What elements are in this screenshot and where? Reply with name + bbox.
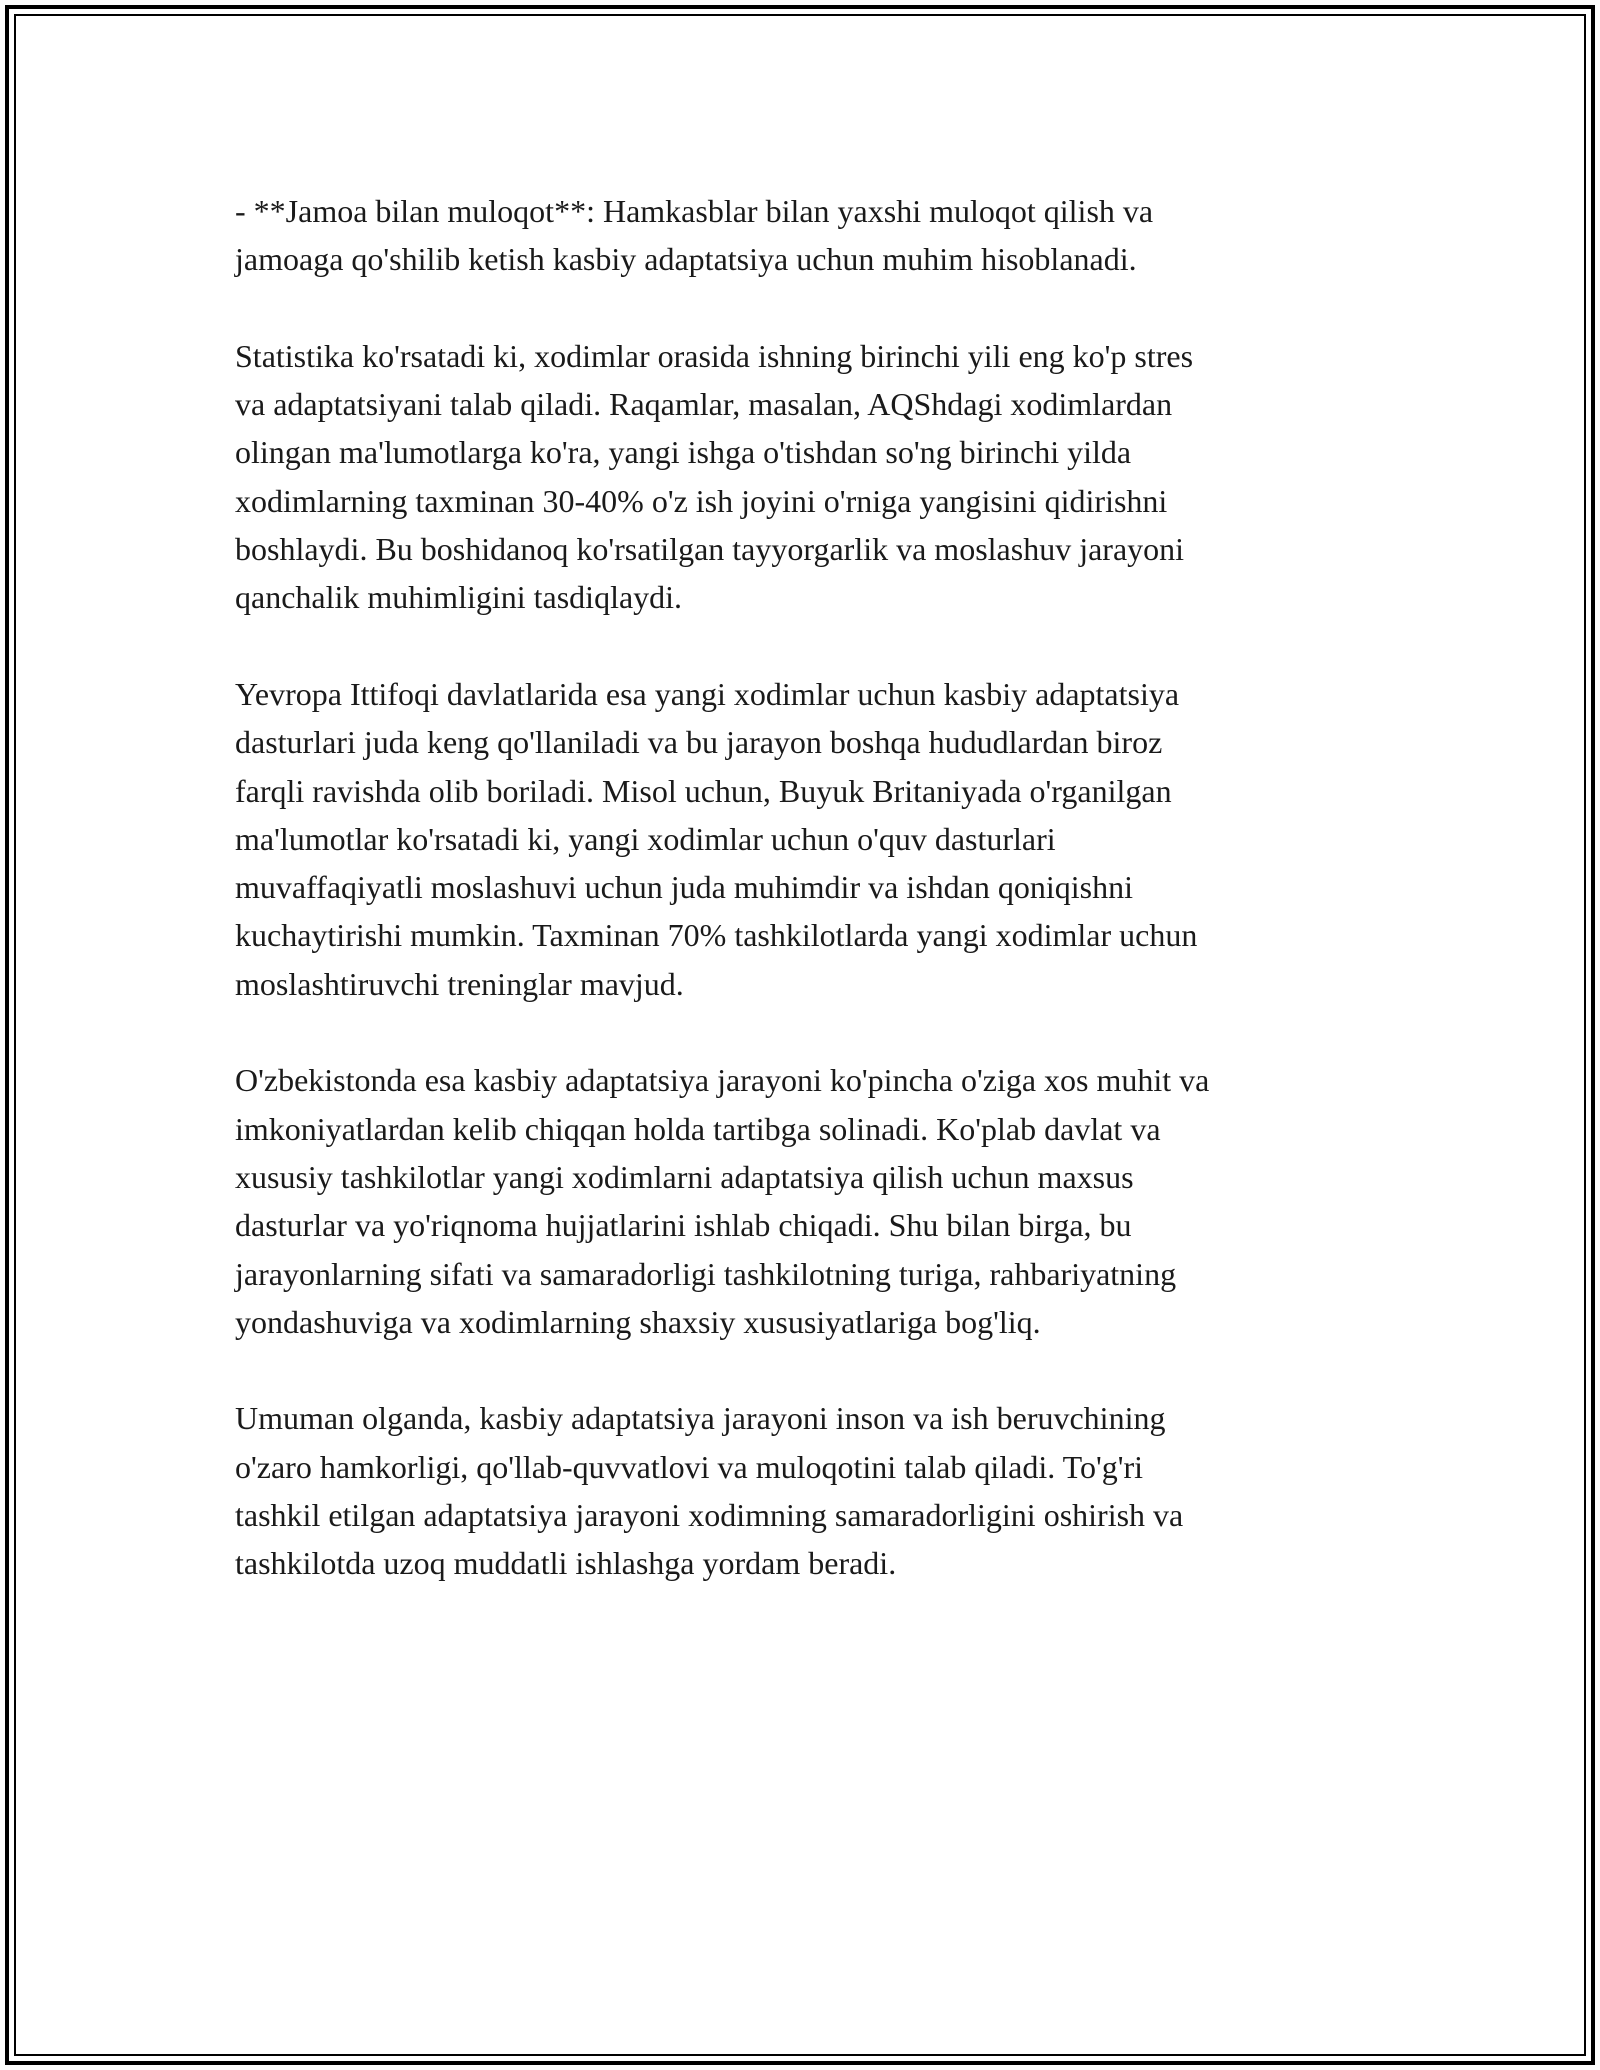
paragraph-european-union: [235, 670, 1395, 1008]
text-line: Statistika ko'rsatadi ki, xodimlar orasida ishning birinchi yili eng ko'p stres: [235, 337, 1194, 374]
text-line: imkoniyatlardan kelib chiqqan holda tartibga solinadi. Ko'plab davlat va: [235, 1110, 1161, 1147]
text-line: olingan ma'lumotlarga ko'ra, yangi ishga o'tishdan so'ng birinchi yilda: [235, 434, 1132, 471]
text-line: qanchalik muhimligini tasdiqlaydi.: [235, 579, 683, 616]
text-line: Umuman olganda, kasbiy adaptatsiya jarayoni inson va ish beruvchining: [235, 1400, 1166, 1437]
text-line: yondashuviga va xodimlarning shaxsiy xususiyatlariga bog'liq.: [235, 1303, 1041, 1340]
text-line: Yevropa Ittifoqi davlatlarida esa yangi xodimlar uchun kasbiy adaptatsiya: [235, 675, 1180, 712]
text-line: jamoaga qo'shilib ketish kasbiy adaptatsiya uchun muhim hisoblanadi.: [235, 241, 1137, 278]
paragraph-statistics: [235, 332, 1395, 622]
text-line: dasturlar va yo'riqnoma hujjatlarini ishlab chiqadi. Shu bilan birga, bu: [235, 1207, 1132, 1244]
text-line: kuchaytirishi mumkin. Taxminan 70% tashkilotlarda yangi xodimlar uchun: [235, 917, 1198, 954]
text-line: O'zbekistonda esa kasbiy adaptatsiya jarayoni ko'pincha o'ziga xos muhit va: [235, 1062, 1210, 1099]
text-line: xodimlarning taxminan 30-40% o'z ish joyini o'rniga yangisini qidirishni: [235, 482, 1168, 519]
text-line: tashkilotda uzoq muddatli ishlashga yordam beradi.: [235, 1545, 897, 1582]
paragraph-conclusion: [235, 1394, 1395, 1587]
text-line: muvaffaqiyatli moslashuvi uchun juda muhimdir va ishdan qoniqishni: [235, 869, 1133, 906]
text-line: farqli ravishda olib boriladi. Misol uchun, Buyuk Britaniyada o'rganilgan: [235, 772, 1172, 809]
text-line: o'zaro hamkorligi, qo'llab-quvvatlovi va muloqotini talab qiladi. To'g'ri: [235, 1448, 1144, 1485]
text-line: va adaptatsiyani talab qiladi. Raqamlar, masalan, AQShdagi xodimlardan: [235, 386, 1173, 423]
text-line: boshlaydi. Bu boshidanoq ko'rsatilgan tayyorgarlik va moslashuv jarayoni: [235, 531, 1185, 568]
document-body: [235, 187, 1395, 1636]
text-line: ma'lumotlar ko'rsatadi ki, yangi xodimlar uchun o'quv dasturlari: [235, 820, 1056, 857]
paragraph-uzbekistan: [235, 1056, 1395, 1346]
text-line: - **Jamoa bilan muloqot**: Hamkasblar bilan yaxshi muloqot qilish va: [235, 193, 1154, 229]
text-line: moslashtiruvchi treninglar mavjud.: [235, 965, 684, 1002]
text-line: xususiy tashkilotlar yangi xodimlarni adaptatsiya qilish uchun maxsus: [235, 1158, 1134, 1195]
text-line: dasturlari juda keng qo'llaniladi va bu jarayon boshqa hududlardan biroz: [235, 724, 1163, 761]
text-line: jarayonlarning sifati va samaradorligi tashkilotning turiga, rahbariyatning: [235, 1255, 1177, 1292]
text-line: tashkil etilgan adaptatsiya jarayoni xodimning samaradorligini oshirish va: [235, 1497, 1184, 1534]
paragraph-team-communication: [235, 187, 1395, 284]
